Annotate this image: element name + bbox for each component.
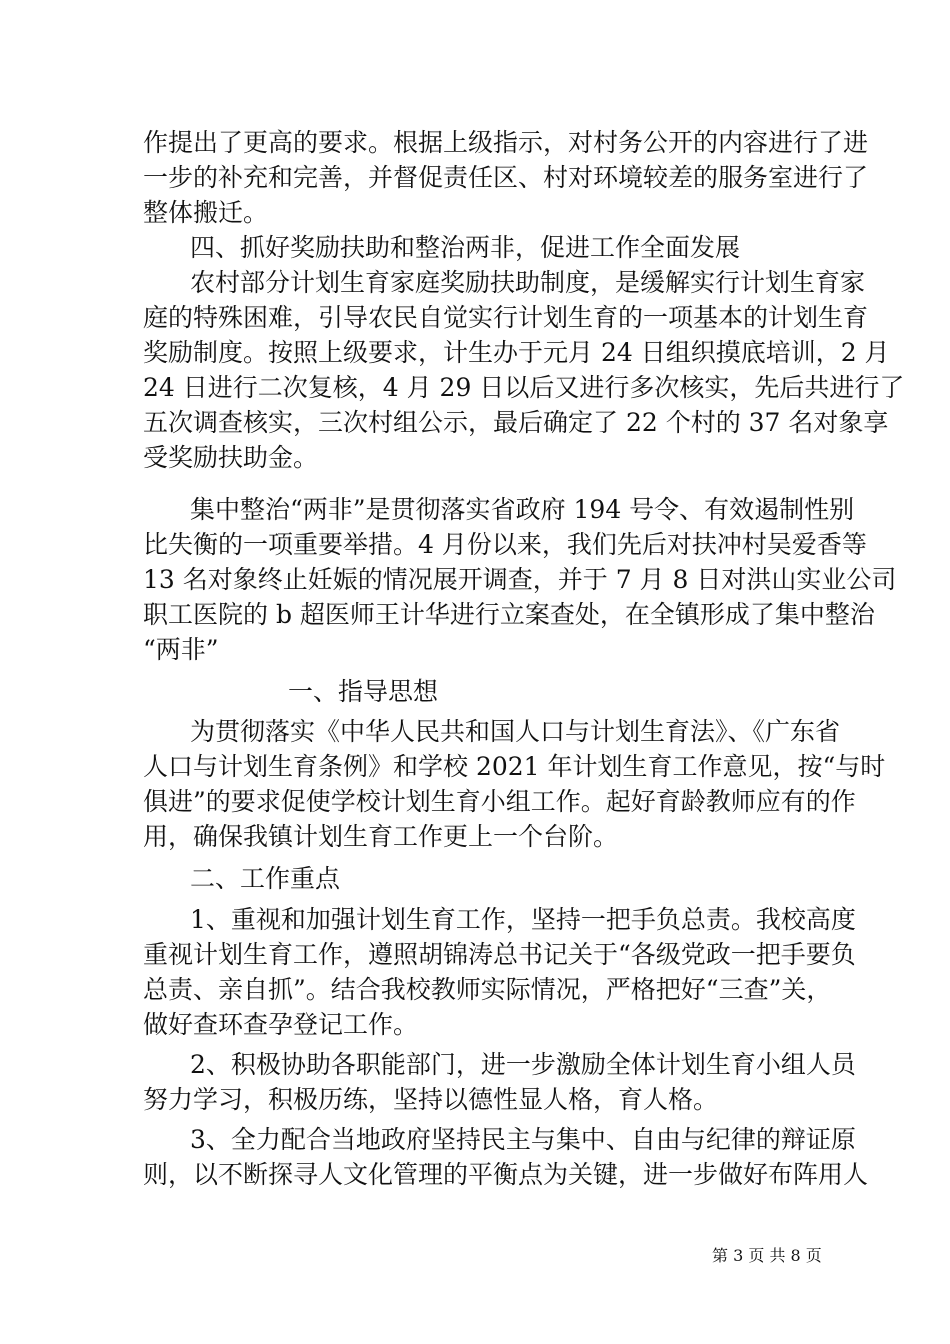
body-text-line: 作提出了更高的要求。根据上级指示，对村务公开的内容进行了进 <box>143 128 869 157</box>
body-text-line: 2、积极协助各职能部门，进一步激励全体计划生育小组人员 <box>190 1050 856 1079</box>
body-text-line: 则，以不断探寻人文化管理的平衡点为关键，进一步做好布阵用人 <box>143 1160 869 1189</box>
body-text-line: 努力学习，积极历练，坚持以德性显人格，育人格。 <box>143 1085 719 1114</box>
section-heading: 一、指导思想 <box>288 677 439 706</box>
body-text-line: 奖励制度。按照上级要求，计生办于元月 24 日组织摸底培训，2 月 <box>143 338 890 367</box>
body-text-line: 24 日进行二次复核，4 月 29 日以后又进行多次核实，先后共进行了 <box>143 373 905 402</box>
body-text-line: 用，确保我镇计划生育工作更上一个台阶。 <box>143 822 619 851</box>
body-text-line: 比失衡的一项重要举措。4 月份以来，我们先后对扶冲村吴爱香等 <box>143 530 867 559</box>
body-text-line: 集中整治“两非”是贯彻落实省政府 194 号令、有效遏制性别 <box>190 495 855 524</box>
section-heading: 四、抓好奖励扶助和整治两非，促进工作全面发展 <box>190 233 741 262</box>
body-text-line: 为贯彻落实《中华人民共和国人口与计划生育法》、《广东省 <box>190 717 841 746</box>
body-text-line: 3、全力配合当地政府坚持民主与集中、自由与纪律的辩证原 <box>190 1125 856 1154</box>
body-text-line: 重视计划生育工作，遵照胡锦涛总书记关于“各级党政一把手要负 <box>143 940 856 969</box>
body-text-line: 人口与计划生育条例》和学校 2021 年计划生育工作意见，按“与时 <box>143 752 886 781</box>
body-text-line: 13 名对象终止妊娠的情况展开调查，并于 7 月 8 日对洪山实业公司 <box>143 565 897 594</box>
body-text-line: 做好查环查孕登记工作。 <box>143 1010 419 1039</box>
body-text-line: 五次调查核实，三次村组公示，最后确定了 22 个村的 37 名对象享 <box>143 408 889 437</box>
body-text-line: 一步的补充和完善，并督促责任区、村对环境较差的服务室进行了 <box>143 163 869 192</box>
body-text-line: 总责、亲自抓”。结合我校教师实际情况，严格把好“三查”关， <box>143 975 832 1004</box>
body-text-line: 1、重视和加强计划生育工作，坚持一把手负总责。我校高度 <box>190 905 856 934</box>
body-text-line: 庭的特殊困难，引导农民自觉实行计划生育的一项基本的计划生育 <box>143 303 869 332</box>
body-text-line: 受奖励扶助金。 <box>143 443 319 472</box>
body-text-line: 俱进”的要求促使学校计划生育小组工作。起好育龄教师应有的作 <box>143 787 856 816</box>
body-text-line: “两非” <box>143 635 219 664</box>
body-text-line: 农村部分计划生育家庭奖励扶助制度，是缓解实行计划生育家 <box>190 268 866 297</box>
page-number: 第 3 页 共 8 页 <box>712 1246 822 1265</box>
body-text-line: 职工医院的 b 超医师王计华进行立案查处，在全镇形成了集中整治 <box>143 600 875 629</box>
body-text-line: 整体搬迁。 <box>143 198 269 227</box>
section-heading: 二、工作重点 <box>190 864 341 893</box>
